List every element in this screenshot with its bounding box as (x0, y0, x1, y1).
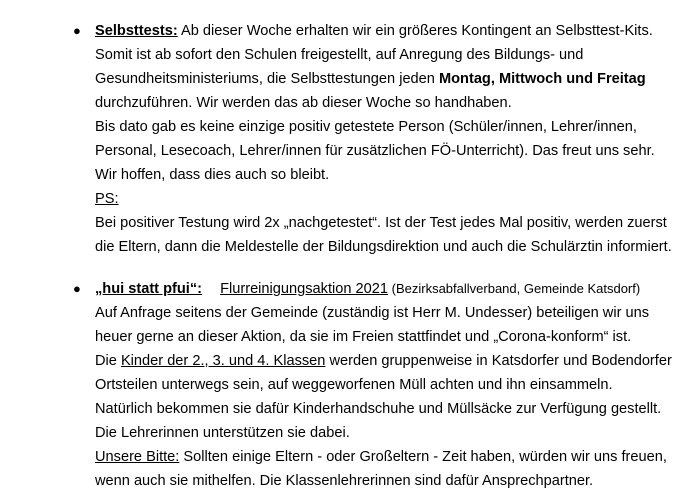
selbsttests-line-10: die Eltern, dann die Meldestelle der Bildungsdirektion und auch die Schulärztin informiert. (95, 239, 672, 255)
selbsttests-heading: Selbsttests: (95, 23, 178, 39)
hui-heading: „hui statt pfui“: (95, 281, 203, 297)
hui-line-1 (95, 277, 640, 301)
test-days: Montag, Mittwoch und Freitag (438, 71, 646, 87)
hui-line-3: heuer gerne an dieser Aktion, da sie im Freien stattfindet und „Corona-konform“ ist. (95, 329, 632, 345)
hui-line-4-b: werden gruppenweise in Katsdorfer und Bodendorfer (325, 353, 672, 369)
flurreinigung-title: Flurreinigungsaktion 2021 (220, 281, 389, 297)
hui-line-8 (95, 445, 667, 469)
participating-classes: Kinder der 2., 3. und 4. Klassen (120, 353, 326, 369)
selbsttests-line-6: Personal, Lesecoach, Lehrer/innen für zusätzlichen FÖ-Unterricht). Das freut uns sehr. (95, 143, 655, 159)
hui-line-7: Die Lehrerinnen unterstützen sie dabei. (95, 425, 350, 441)
hui-line-5: Ortsteilen unterwegs sein, auf weggeworfenen Müll achten und ihn einsammeln. (95, 377, 613, 393)
selbsttests-line-2: Somit ist ab sofort den Schulen freigestellt, auf Anregung des Bildungs- und (95, 47, 584, 63)
selbsttests-line-5: Bis dato gab es keine einzige positiv getestete Person (Schüler/innen, Lehrer/innen, (95, 119, 637, 135)
request-label: Unsere Bitte: (95, 449, 180, 465)
hui-line-9: wenn auch sie mithelfen. Die Klassenlehrerinnen sind dafür Ansprechpartner. (95, 473, 594, 489)
selbsttests-line-3-text: Gesundheitsministeriums, die Selbsttestungen jeden (95, 71, 439, 87)
flurreinigung-note: (Bezirksabfallverband, Gemeinde Katsdorf) (388, 281, 641, 296)
ps-label: PS: (95, 191, 119, 207)
selbsttests-line-1 (95, 19, 653, 43)
hui-line-6: Natürlich bekommen sie dafür Kinderhandschuhe und Müllsäcke zur Verfügung gestellt. (95, 401, 662, 417)
selbsttests-line-9: Bei positiver Testung wird 2x „nachgetestet“. Ist der Test jedes Mal positiv, werden zuerst (95, 215, 667, 231)
bullet-selbsttests: ● (73, 23, 81, 38)
selbsttests-line-1-text: Ab dieser Woche erhalten wir ein größeres Kontingent an Selbsttest-Kits. (177, 23, 653, 39)
bullet-hui-statt-pfui: ● (73, 281, 81, 296)
hui-line-4-a: Die (95, 353, 121, 369)
selbsttests-line-7: Wir hoffen, dass dies auch so bleibt. (95, 167, 330, 183)
hui-line-8-text: Sollten einige Eltern - oder Großeltern - Zeit haben, würden wir uns freuen, (179, 449, 667, 465)
hui-line-4 (95, 349, 672, 373)
hui-line-2: Auf Anfrage seitens der Gemeinde (zuständig ist Herr M. Undesser) beteiligen wir uns (95, 305, 650, 321)
selbsttests-line-3 (95, 67, 646, 91)
selbsttests-line-4: durchzuführen. Wir werden das ab dieser Woche so handhaben. (95, 95, 512, 111)
